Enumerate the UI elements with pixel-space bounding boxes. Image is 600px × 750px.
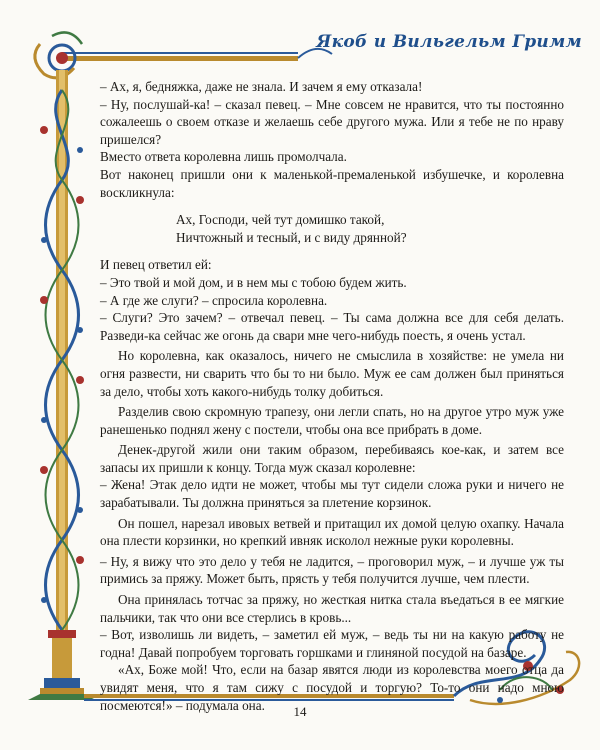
paragraph: Вот наконец пришли они к маленькой-премаленькой избушечке, и королевна воскликнула: [100,166,564,200]
paragraph-group [100,256,564,714]
paragraph: «Ах, Боже мой! Что, если на базар явятся люди из королевства моего отца да увидят меня, что я там сижу с посудой и торгую? То-то они надо мною посмеются!» – подумала она. [100,662,564,713]
paragraph: – Жена! Этак дело идти не может, чтобы мы тут сидели сложа руки и ничего не зарабатывали. Ты должна приняться за плетение корзинок. [100,477,564,511]
paragraph: – Ну, послушай-ка! – сказал певец. – Мне совсем не нравится, что ты постоянно сожалеешь о своем отказе и желаешь себе другого мужа. Или я тебе не по нраву пришелся? [100,96,564,147]
text-body [100,78,564,714]
paragraph-group [100,78,564,201]
paragraph: – Ну, я вижу что это дело у тебя не ладится, – проговорил муж, – и лучше уж ты примись за пряжу. Может быть, прясть у тебя получится лучше, чем плести. [100,553,564,587]
poem-line: Ничтожный и тесный, и с виду дрянной? [176,229,407,245]
paragraph: – Вот, изволишь ли видеть, – заметил ей муж, – ведь ты ни на какую работу не годна! Давай попробуем торговать горшками и глиняной посудой на базаре. [100,627,564,660]
paragraph: – А где же слуги? – спросила королевна. [100,292,328,308]
running-header: Якоб и Вильгельм Гримм [316,32,582,52]
paragraph: – Слуги? Это зачем? – отвечал певец. – Ты сама должна все для себя делать. Разведи-ка сейчас же огонь да свари мне чего-нибудь поесть, я очень устал. [100,310,564,343]
poem-excerpt [176,211,564,246]
paragraph: Денек-другой жили они таким образом, перебиваясь кое-как, и затем все запасы их пришли к концу. Тогда муж сказал королевне: [100,442,564,475]
paragraph: – Ах, я, бедняжка, даже не знала. И зачем я ему отказала! [100,79,423,94]
paragraph: Разделив свою скромную трапезу, они легли спать, но на другое утро муж уже ранешенько поднял жену с постели, чтобы она все прибрать в доме. [100,404,564,437]
paragraph: Но королевна, как оказалось, ничего не смыслила в хозяйстве: не умела ни огня развести, ни сварить что бы то ни было. Муж ее сам должен был приняться за дело, чтобы хоть какого-нибудь толку добиться. [100,348,564,399]
paragraph: – Это твой и мой дом, и в нем мы с тобою будем жить. [100,274,407,290]
paragraph: И певец ответил ей: [100,257,212,273]
paragraph: Вместо ответа королевна лишь промолчала. [100,149,347,165]
paragraph: Она принялась тотчас за пряжу, но жесткая нитка стала въедаться в ее мягкие пальчики, так что они все стерлись в кровь... [100,592,564,625]
paragraph: Он пошел, нарезал ивовых ветвей и притащил их домой целую охапку. Начала она плести корзинки, но крепкий ивняк исколол нежные руки королевны. [100,515,564,549]
poem-line: Ах, Господи, чей тут домишко такой, [176,212,385,228]
page-number: 14 [293,704,307,719]
